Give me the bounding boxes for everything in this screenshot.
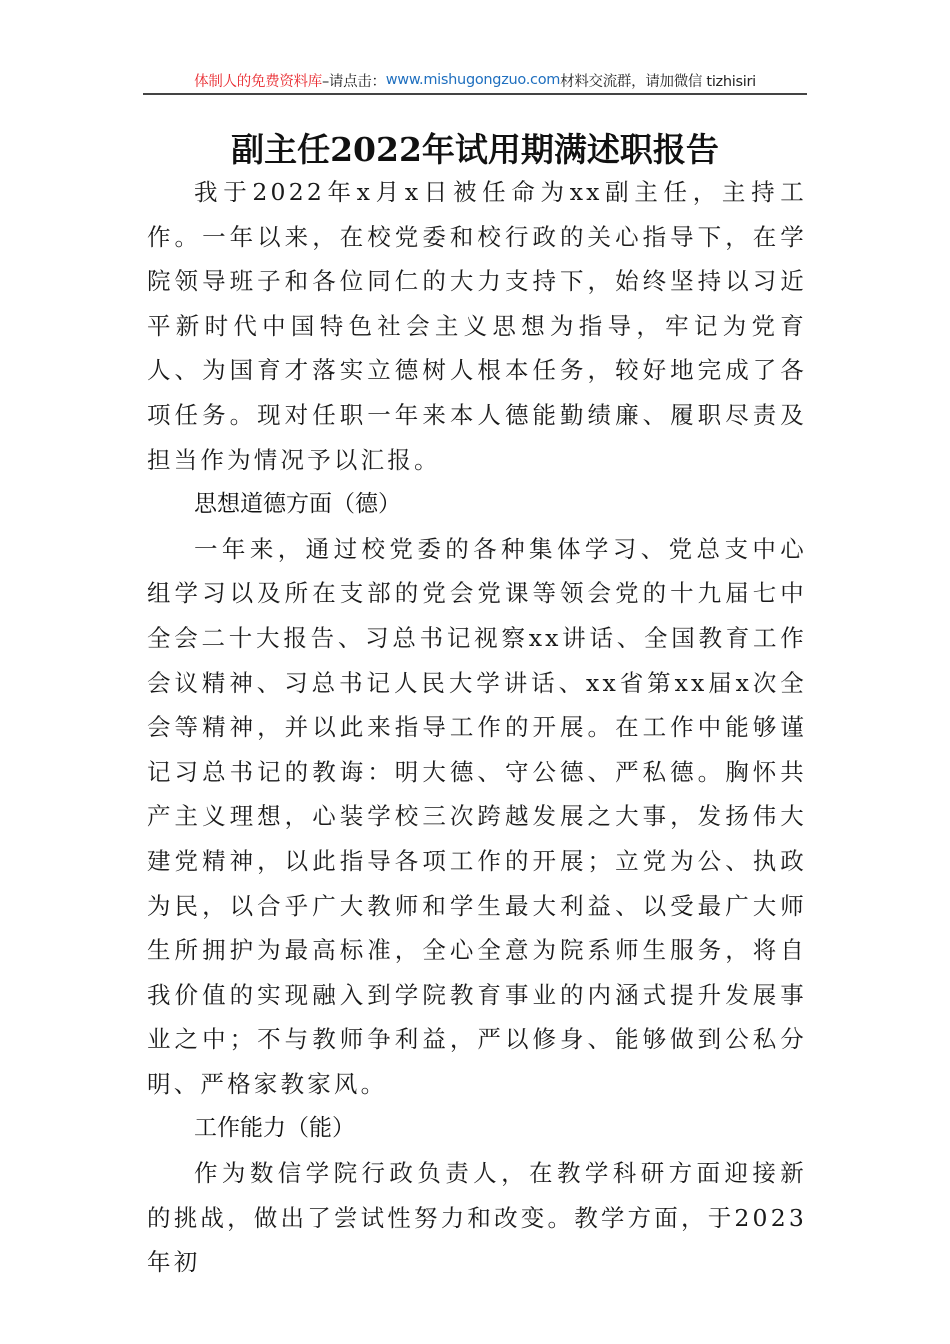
header-brand: 体制人的免费资料库 — [194, 73, 322, 90]
header-note: 材料交流群，请加微信 tizhisiri — [560, 73, 756, 90]
section-paragraph-morality: 一年来，通过校党委的各种集体学习、党总支中心组学习以及所在支部的党会党课等领会党的十九届七中全会二十大报告、习总书记视察xx讲话、全国教育工作会议精神、习总书记人民大学讲话、xx省第xx届x次全会等精神，并以此来指导工作的开展。在工作中能够谨记习总书记的教诲：明大德、守公德、严私德。胸怀共产主义理想，心装学校三次跨越发展之大事，发扬伟大建党精神，以此指导各项工作的开展；立党为公、执政为民，以合乎广大教师和学生最大利益、以受最广大师生所拥护为最高标准，全心全意为院系师生服务，将自我价值的实现融入到学院教育事业的内涵式提升发展事业之中；不与教师争利益，严以修身、能够做到公私分明、严格家教家风。 — [147, 534, 807, 1098]
watermark-header — [143, 68, 807, 92]
section-paragraph-ability: 作为数信学院行政负责人，在教学科研方面迎接新的挑战，做出了尝试性努力和改变。教学方面，于2023年初 — [147, 1159, 808, 1277]
section-heading-ability: 工作能力（能） — [194, 1115, 355, 1142]
intro-paragraph: 我于2022年x月x日被任命为xx副主任，主持工作。一年以来，在校党委和校行政的关心指导下，在学院领导班子和各位同仁的大力支持下，始终坚持以习近平新时代中国特色社会主义思想为指导，牢记为党育人、为国育才落实立德树人根本任务，较好地完成了各项任务。现对任职一年来本人德能勤绩廉、履职尽责及担当作为情况予以汇报。 — [147, 178, 807, 474]
document-title: 副主任2022年试用期满述职报告 — [231, 130, 719, 169]
header-prompt: –请点击： — [321, 73, 386, 90]
section-heading-morality: 思想道德方面（德） — [194, 491, 401, 518]
header-divider — [143, 93, 807, 95]
header-link[interactable]: www.mishugongzuo.com — [385, 72, 561, 88]
document-body — [147, 170, 807, 1285]
